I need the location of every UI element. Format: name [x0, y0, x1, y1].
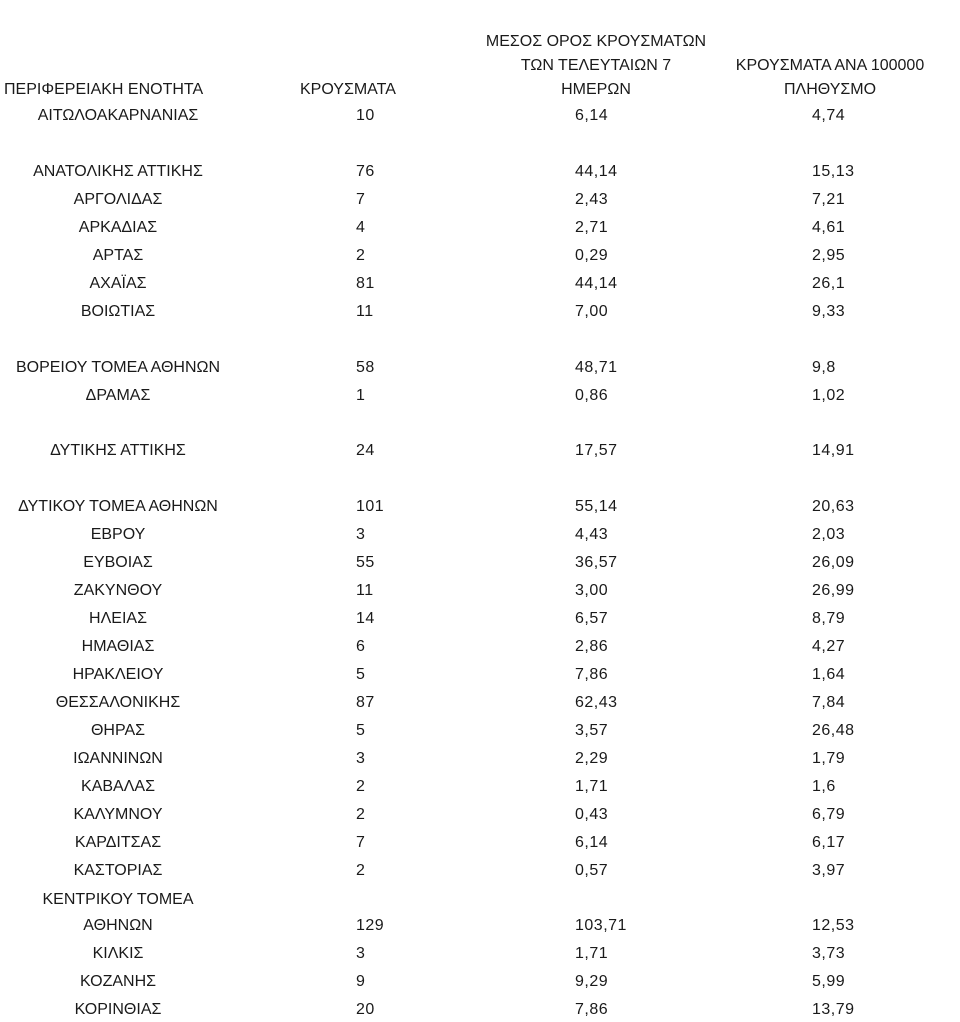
seven-day-average-cell: 62,43 [575, 694, 618, 711]
cases-cell: 2 [356, 806, 366, 823]
cases-cell: 101 [356, 498, 385, 515]
region-cell: ΙΩΑΝΝΙΝΩΝ [73, 750, 163, 767]
header-per-100k [712, 54, 948, 102]
seven-day-average-cell: 7,00 [575, 303, 609, 320]
region-cell: ΗΛΕΙΑΣ [89, 610, 147, 627]
region-cell: ΒΟΡΕΙΟΥ ΤΟΜΕΑ ΑΘΗΝΩΝ [15, 359, 221, 376]
seven-day-average-cell: 0,43 [575, 806, 609, 823]
region-cell: ΒΟΙΩΤΙΑΣ [80, 303, 156, 320]
seven-day-average-cell: 44,14 [575, 275, 618, 292]
region-cell: ΗΡΑΚΛΕΙΟΥ [72, 666, 164, 683]
table-row [0, 831, 960, 855]
cases-cell: 129 [356, 917, 385, 934]
cases-cell: 2 [356, 862, 366, 879]
table-row [0, 803, 960, 827]
per-100k-cell: 1,64 [812, 666, 846, 683]
seven-day-average-cell: 55,14 [575, 498, 618, 515]
per-100k-cell: 26,1 [812, 275, 846, 292]
seven-day-average-cell: 0,57 [575, 862, 609, 879]
seven-day-average-cell: 6,57 [575, 610, 609, 627]
table-row [0, 888, 960, 912]
table-row [0, 272, 960, 296]
table-row [0, 635, 960, 659]
per-100k-cell: 15,13 [812, 163, 855, 180]
seven-day-average-cell: 2,71 [575, 219, 609, 236]
table-row [0, 160, 960, 184]
table-row [0, 970, 960, 994]
region-cell: ΗΜΑΘΙΑΣ [81, 638, 155, 655]
per-100k-cell: 4,27 [812, 638, 846, 655]
header-avg-line: ΗΜΕΡΩΝ [561, 81, 631, 98]
table-row [0, 607, 960, 631]
seven-day-average-cell: 7,86 [575, 1001, 609, 1018]
seven-day-average-cell: 1,71 [575, 778, 609, 795]
cases-cell: 87 [356, 694, 375, 711]
cases-cell: 2 [356, 247, 366, 264]
cases-cell: 10 [356, 107, 375, 124]
table-row [0, 384, 960, 408]
per-100k-cell: 2,03 [812, 526, 846, 543]
cases-cell: 24 [356, 442, 375, 459]
per-100k-cell: 9,8 [812, 359, 836, 376]
per-100k-cell: 1,79 [812, 750, 846, 767]
per-100k-cell: 26,99 [812, 582, 855, 599]
cases-cell: 11 [356, 303, 374, 320]
region-cell: ΚΙΛΚΙΣ [92, 945, 144, 962]
seven-day-average-cell: 44,14 [575, 163, 618, 180]
region-cell: ΚΑΛΥΜΝΟΥ [73, 806, 163, 823]
region-cell: ΚΑΡΔΙΤΣΑΣ [74, 834, 162, 851]
table-row [0, 439, 960, 463]
cases-cell: 58 [356, 359, 375, 376]
cases-cell: 7 [356, 191, 366, 208]
header-cases: ΚΡΟΥΣΜΑΤΑ [300, 81, 396, 98]
seven-day-average-cell: 17,57 [575, 442, 618, 459]
per-100k-cell: 3,73 [812, 945, 846, 962]
region-cell: ΑΧΑΪΑΣ [89, 275, 147, 292]
per-100k-cell: 20,63 [812, 498, 855, 515]
seven-day-average-cell: 48,71 [575, 359, 618, 376]
region-cell: ΑΝΑΤΟΛΙΚΗΣ ΑΤΤΙΚΗΣ [33, 163, 203, 180]
cases-cell: 76 [356, 163, 375, 180]
seven-day-average-cell: 3,00 [575, 582, 609, 599]
per-100k-cell: 26,48 [812, 722, 855, 739]
per-100k-cell: 2,95 [812, 247, 846, 264]
per-100k-cell: 6,17 [812, 834, 846, 851]
region-cell: ΑΡΓΟΛΙΔΑΣ [73, 191, 163, 208]
region-cell: ΚΕΝΤΡΙΚΟΥ ΤΟΜΕΑ [42, 891, 194, 908]
seven-day-average-cell: 0,29 [575, 247, 609, 264]
region-cell: ΚΟΖΑΝΗΣ [79, 973, 157, 990]
region-cell: ΔΡΑΜΑΣ [85, 387, 151, 404]
table-row [0, 859, 960, 883]
cases-cell: 4 [356, 219, 366, 236]
table-row [0, 663, 960, 687]
seven-day-average-cell: 6,14 [575, 834, 609, 851]
table-row [0, 579, 960, 603]
region-cell: ΔΥΤΙΚΗΣ ΑΤΤΙΚΗΣ [50, 442, 186, 459]
region-cell: ΘΕΣΣΑΛΟΝΙΚΗΣ [55, 694, 181, 711]
region-cell: ΕΒΡΟΥ [90, 526, 146, 543]
seven-day-average-cell: 4,43 [575, 526, 609, 543]
per-100k-cell: 6,79 [812, 806, 846, 823]
region-cell: ΚΑΣΤΟΡΙΑΣ [73, 862, 163, 879]
per-100k-cell: 9,33 [812, 303, 846, 320]
cases-cell: 55 [356, 554, 375, 571]
cases-cell: 1 [356, 387, 366, 404]
table-row [0, 300, 960, 324]
cases-cell: 11 [356, 582, 374, 599]
per-100k-cell: 1,02 [812, 387, 846, 404]
region-cell: ΔΥΤΙΚΟΥ ΤΟΜΕΑ ΑΘΗΝΩΝ [18, 498, 218, 515]
header-region: ΠΕΡΙΦΕΡΕΙΑΚΗ ΕΝΟΤΗΤΑ [4, 81, 204, 98]
region-cell: ΖΑΚΥΝΘΟΥ [73, 582, 163, 599]
region-cell: ΕΥΒΟΙΑΣ [83, 554, 153, 571]
table-row [0, 775, 960, 799]
seven-day-average-cell: 2,86 [575, 638, 609, 655]
per-100k-cell: 14,91 [812, 442, 855, 459]
table-row [0, 914, 960, 938]
seven-day-average-cell: 2,29 [575, 750, 609, 767]
seven-day-average-cell: 6,14 [575, 107, 609, 124]
seven-day-average-cell: 7,86 [575, 666, 609, 683]
header-avg-line: ΤΩΝ ΤΕΛΕΥΤΑΙΩΝ 7 [520, 57, 672, 74]
table-row [0, 244, 960, 268]
header-per100k-line: ΠΛΗΘΥΣΜΟ [783, 81, 877, 98]
seven-day-average-cell: 2,43 [575, 191, 609, 208]
table-row [0, 998, 960, 1022]
seven-day-average-cell: 1,71 [575, 945, 609, 962]
region-cell: ΑΙΤΩΛΟΑΚΑΡΝΑΝΙΑΣ [37, 107, 199, 124]
table-row [0, 551, 960, 575]
region-cell: ΚΑΒΑΛΑΣ [81, 778, 155, 795]
cases-cell: 81 [356, 275, 375, 292]
region-cell: ΘΗΡΑΣ [90, 722, 146, 739]
cases-cell: 3 [356, 945, 366, 962]
seven-day-average-cell: 103,71 [575, 917, 627, 934]
cases-cell: 2 [356, 778, 366, 795]
per-100k-cell: 3,97 [812, 862, 846, 879]
cases-cell: 3 [356, 526, 366, 543]
cases-cell: 9 [356, 973, 366, 990]
cases-cell: 7 [356, 834, 366, 851]
header-seven-day-average [468, 30, 724, 102]
per-100k-cell: 7,21 [812, 191, 846, 208]
per-100k-cell: 12,53 [812, 917, 855, 934]
region-cell: ΑΘΗΝΩΝ [83, 917, 153, 934]
per-100k-cell: 13,79 [812, 1001, 855, 1018]
per-100k-cell: 8,79 [812, 610, 846, 627]
table-row [0, 104, 960, 128]
region-cell: ΑΡΤΑΣ [92, 247, 144, 264]
table-row [0, 523, 960, 547]
table-row [0, 188, 960, 212]
cases-cell: 5 [356, 666, 366, 683]
cases-cell: 3 [356, 750, 366, 767]
table-row [0, 747, 960, 771]
seven-day-average-cell: 3,57 [575, 722, 609, 739]
table-row [0, 942, 960, 966]
cases-cell: 5 [356, 722, 366, 739]
table-row [0, 719, 960, 743]
seven-day-average-cell: 9,29 [575, 973, 609, 990]
seven-day-average-cell: 36,57 [575, 554, 618, 571]
region-cell: ΑΡΚΑΔΙΑΣ [78, 219, 158, 236]
cases-cell: 20 [356, 1001, 375, 1018]
cases-cell: 14 [356, 610, 375, 627]
table-row [0, 691, 960, 715]
header-per100k-line: ΚΡΟΥΣΜΑΤΑ ΑΝΑ 100000 [735, 57, 925, 74]
per-100k-cell: 5,99 [812, 973, 846, 990]
table-row [0, 495, 960, 519]
region-cell: ΚΟΡΙΝΘΙΑΣ [74, 1001, 162, 1018]
header-avg-line: ΜΕΣΟΣ ΟΡΟΣ ΚΡΟΥΣΜΑΤΩΝ [485, 33, 707, 50]
table-row [0, 356, 960, 380]
per-100k-cell: 4,74 [812, 107, 846, 124]
per-100k-cell: 1,6 [812, 778, 836, 795]
per-100k-cell: 4,61 [812, 219, 846, 236]
cases-cell: 6 [356, 638, 366, 655]
per-100k-cell: 7,84 [812, 694, 846, 711]
seven-day-average-cell: 0,86 [575, 387, 609, 404]
per-100k-cell: 26,09 [812, 554, 855, 571]
table-row [0, 216, 960, 240]
